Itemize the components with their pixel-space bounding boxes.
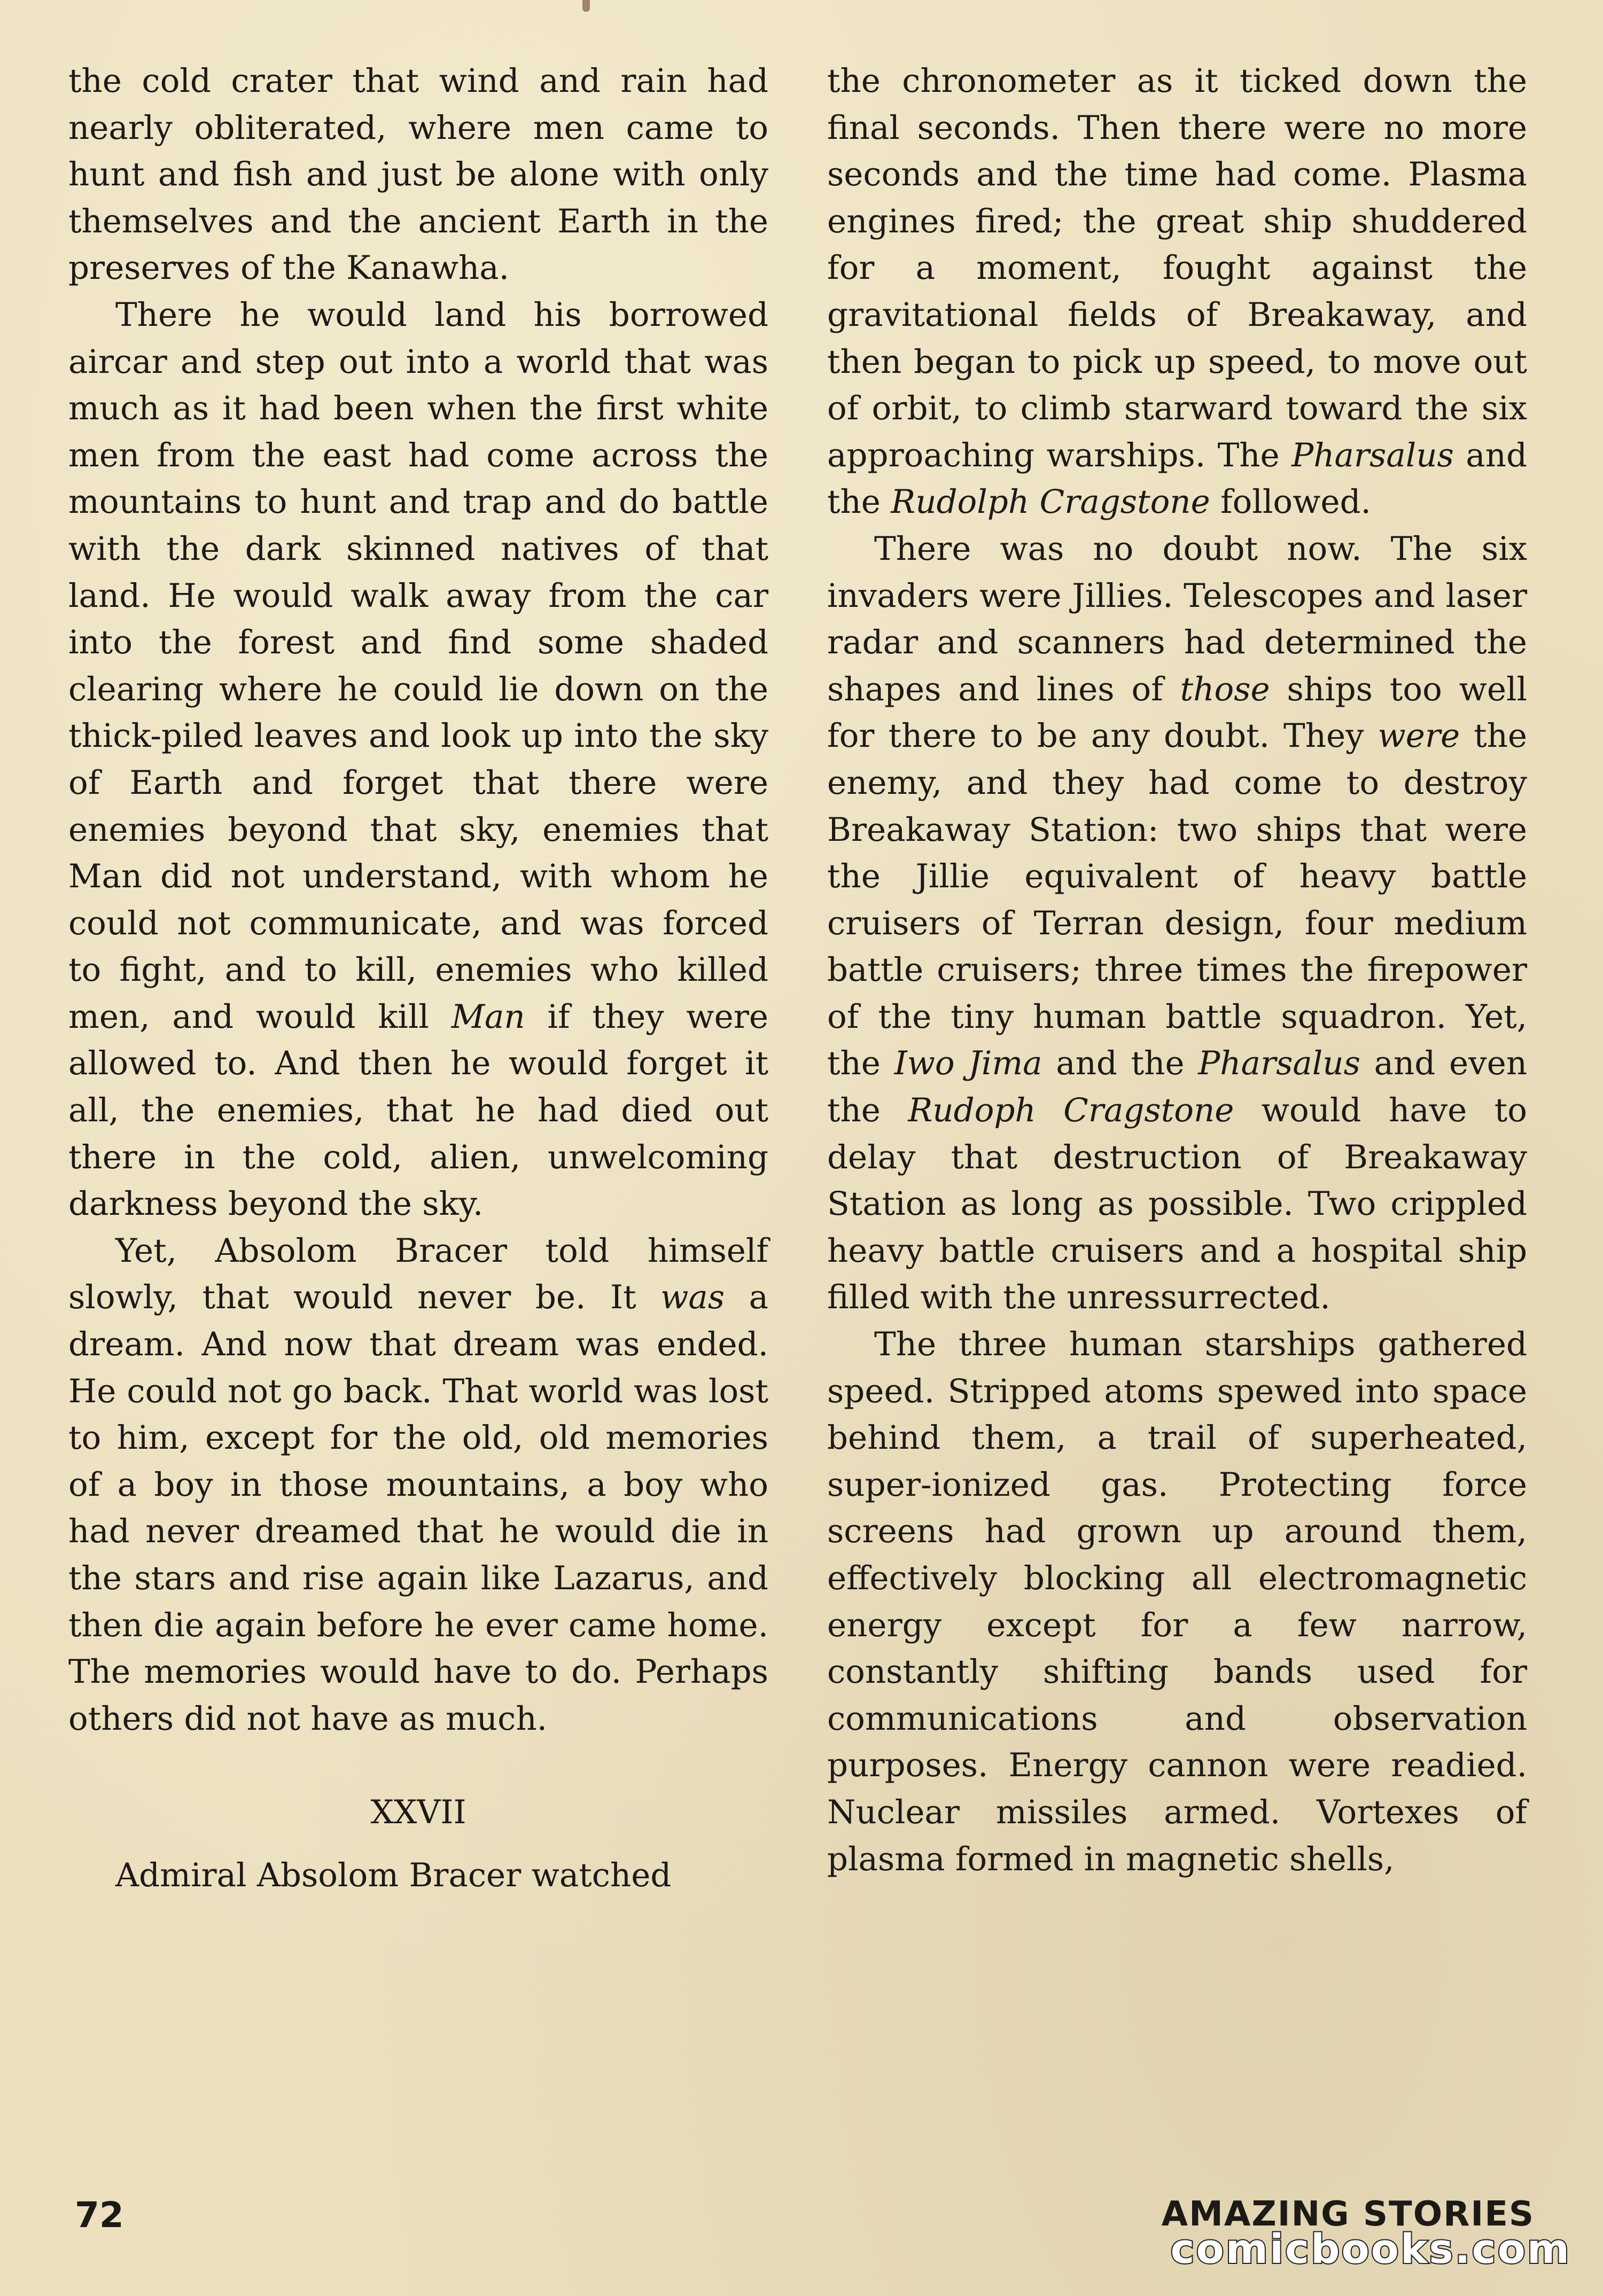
paragraph-text: ships too well for there to be any doubt. They xyxy=(827,670,1528,755)
paragraph-text: Yet, Absolom Bracer told himself slowly, that would never be. It xyxy=(68,1231,768,1317)
paragraph-text: and the xyxy=(1042,1044,1199,1083)
italic-text: was xyxy=(660,1278,725,1317)
page-number: 72 xyxy=(75,2195,124,2236)
paragraph-text: The three human starships gathered speed. Stripped atoms spewed into space behind them, a trail of superheated, super-ionized gas. Protecting force screens had grown up around them, effectively blocking all electromagnetic energy except for a few narrow, constantly shifting bands used for communications and observation purposes. Energy cannon were readied. Nuclear missiles armed. Vortexes of plasma formed in magnetic shells, xyxy=(827,1325,1527,1878)
italic-text: Iwo Jima xyxy=(894,1044,1042,1083)
chapter-heading: XXVII xyxy=(370,1793,466,1832)
paragraph-text: Admiral Absolom Bracer watched xyxy=(115,1856,672,1894)
italic-text: Pharsalus xyxy=(1291,436,1454,474)
ink-smudge xyxy=(582,0,590,12)
paragraph-text: would have to delay that destruction of Breakaway Station as long as possible. Two crippled heavy battle cruisers and a hospital ship filled with the unressurrected. xyxy=(827,1091,1527,1317)
paragraph-text: There he would land his borrowed aircar and step out into a world that was much as it had been when the first white men from the east had come across the mountains to hunt and trap and do battle with the dark skinned natives of that land. He would walk away from the car into the forest and find some shaded clearing where he could lie down on the thick-piled leaves and look up into the sky of Earth and forget that there were enemies beyond that sky, enemies that Man did not understand, with whom he could not communicate, and was forced to fight, and to kill, enemies who killed men, and would kill xyxy=(68,295,768,1036)
italic-text: Rudoph Cragstone xyxy=(908,1091,1234,1130)
paragraph xyxy=(68,1852,768,1899)
left-column xyxy=(68,58,768,1899)
paragraph xyxy=(68,58,768,292)
magazine-title: AMAZING STORIES xyxy=(1161,2195,1535,2234)
paragraph-text: a dream. And now that dream was ended. He could not go back. That world was lost to him, except for the old, old memories of a boy in those mountains, a boy who had never dreamed that he would die in the stars and rise again like Lazarus, and then die again before he ever came home. The memories would have to do. Perhaps others did not have as much. xyxy=(68,1278,769,1738)
paragraph-text: the cold crater that wind and rain had nearly obliterated, where men came to hunt and fish and just be alone with only themselves and the ancient Earth in the preserves of the Kanawha. xyxy=(68,62,768,287)
paragraph xyxy=(827,58,1527,526)
paragraph xyxy=(68,292,768,1228)
italic-text: those xyxy=(1180,670,1270,708)
watermark: comicbooks.com xyxy=(1170,2225,1571,2272)
paragraph xyxy=(827,526,1527,1321)
italic-text: were xyxy=(1378,717,1460,755)
paragraph xyxy=(827,1321,1527,1883)
paragraph-text: if they were allowed to. And then he would forget it all, the enemies, that he had died out there in the cold, alien, unwelcoming darkness beyond the sky. xyxy=(68,997,768,1223)
italic-text: Pharsalus xyxy=(1198,1044,1360,1083)
paragraph-text: and even the xyxy=(827,1044,1527,1130)
paragraph xyxy=(68,1228,768,1743)
paragraph-text: followed. xyxy=(1210,483,1371,521)
right-column xyxy=(827,58,1527,1883)
paragraph-text: the enemy, and they had come to destroy Breakaway Station: two ships that were the Jillie equivalent of heavy battle cruisers of Terran design, four medium battle cruisers; three times the firepower of the tiny human battle squadron. Yet, the xyxy=(827,717,1527,1083)
paragraph-text: and the xyxy=(827,436,1528,521)
italic-text: Man xyxy=(451,997,525,1036)
italic-text: Rudolph Cragstone xyxy=(891,483,1210,521)
paragraph-text: the chronometer as it ticked down the final seconds. Then there were no more seconds and the time had come. Plasma engines fired; the great ship shuddered for a moment, fought against the gravitational fields of Breakaway, and then began to pick up speed, to move out of orbit, to climb starward toward the six approaching warships. The xyxy=(827,62,1527,474)
paragraph-text: There was no doubt now. The six invaders were Jillies. Telescopes and laser radar and scanners had determined the shapes and lines of xyxy=(827,529,1527,708)
